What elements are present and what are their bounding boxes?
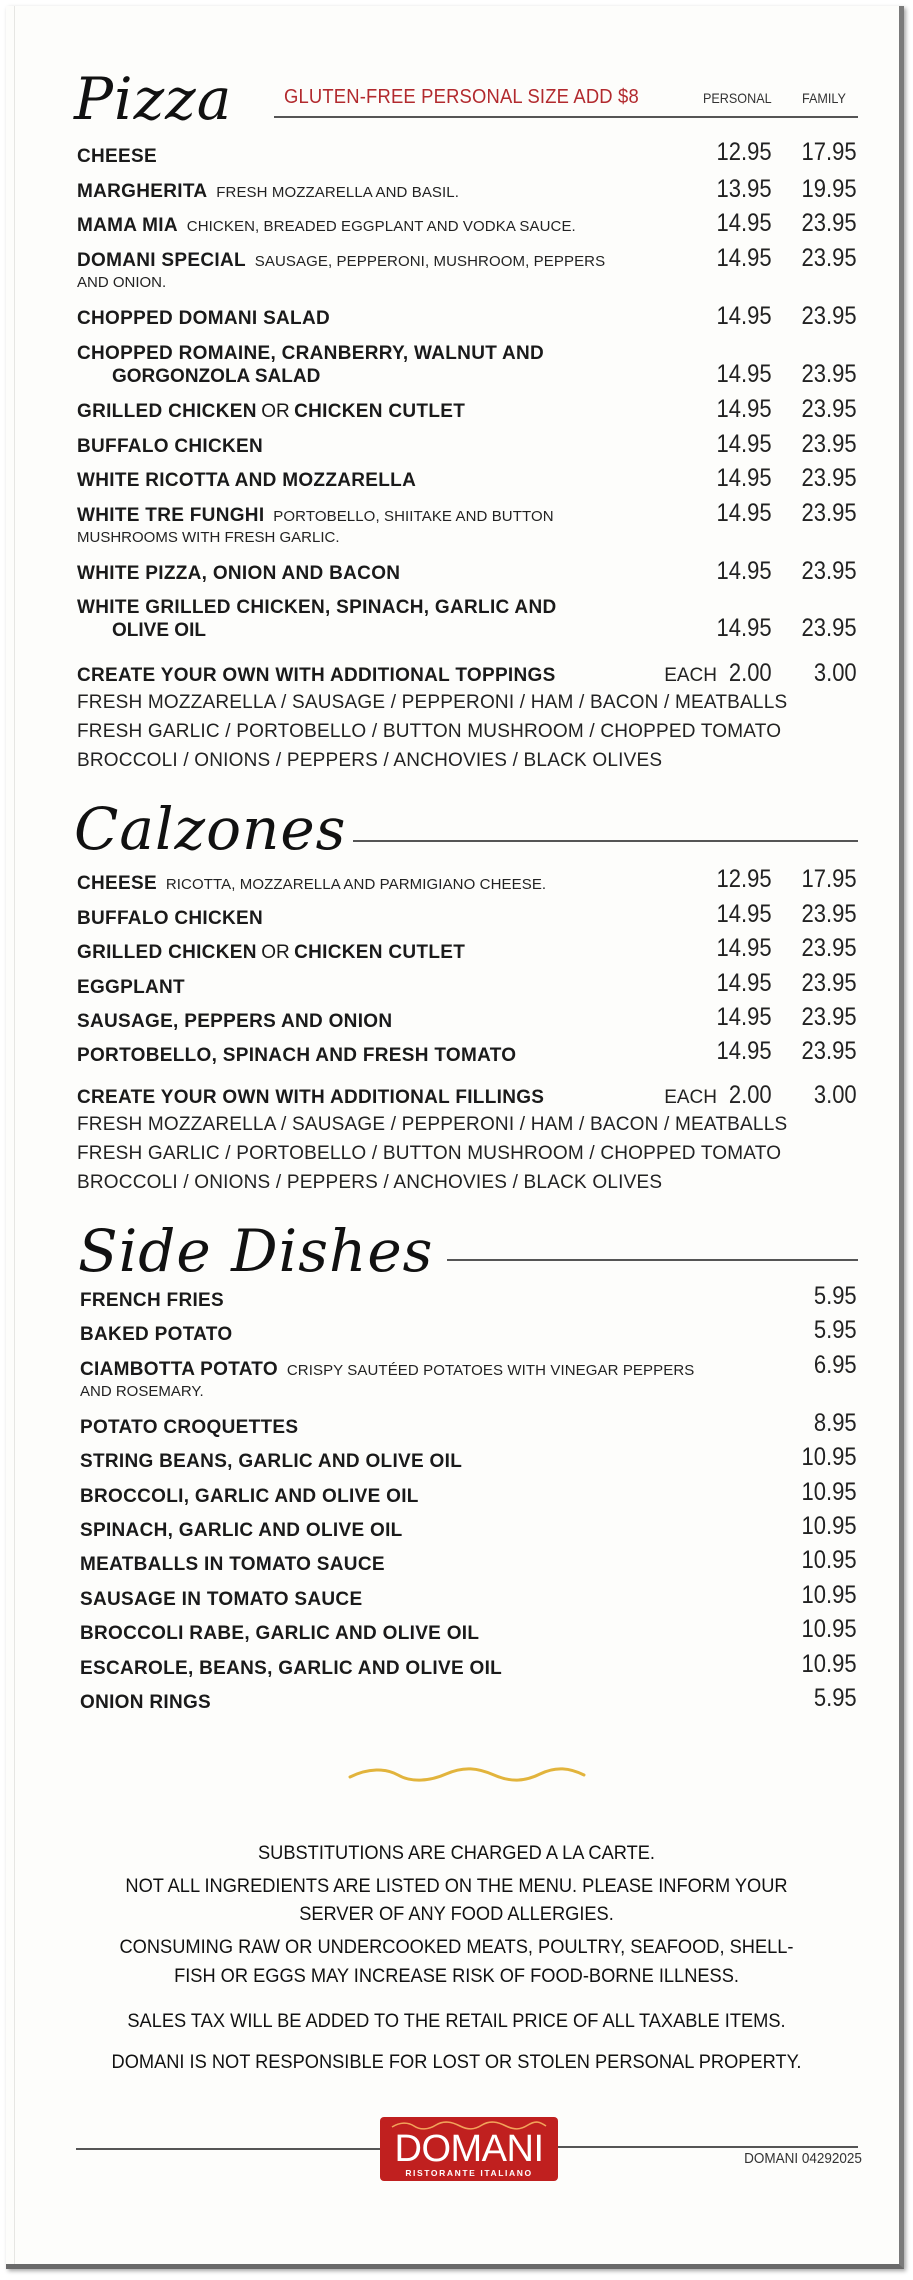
- menu-item: [77, 138, 857, 168]
- side-item: [80, 1351, 857, 1400]
- page-edge: [14, 6, 15, 2264]
- menu-item: [77, 1003, 857, 1033]
- create-label: CREATE YOUR OWN WITH ADDITIONAL TOPPINGS: [77, 665, 556, 686]
- item-name: ESCAROLE, BEANS, GARLIC AND OLIVE OIL: [80, 1658, 503, 1679]
- price-family: 3.00: [814, 659, 857, 687]
- item-name: BROCCOLI, GARLIC AND OLIVE OIL: [80, 1486, 419, 1507]
- each-label: EACH: [664, 665, 717, 686]
- menu-item: [77, 343, 857, 388]
- item-price: 10.95: [801, 1615, 857, 1643]
- side-item: [80, 1478, 857, 1508]
- menu-item: [77, 302, 857, 330]
- item-description: PORTOBELLO, SHIITAKE AND BUTTON: [273, 508, 554, 525]
- price-family: 17.95: [801, 138, 857, 166]
- item-name: EGGPLANT: [77, 977, 185, 998]
- wave-divider-icon: [348, 1766, 586, 1784]
- price-personal: 14.95: [716, 969, 772, 997]
- price-family: 3.00: [814, 1081, 857, 1109]
- item-description: CHICKEN, BREADED EGGPLANT AND VODKA SAUCE.: [186, 218, 576, 235]
- item-name: POTATO CROQUETTES: [80, 1417, 299, 1438]
- side-dishes-header-rule: [447, 1259, 858, 1261]
- item-name: GRILLED CHICKEN: [77, 401, 257, 422]
- item-name: CHOPPED ROMAINE, CRANBERRY, WALNUT AND: [77, 343, 545, 364]
- item-name: WHITE GRILLED CHICKEN, SPINACH, GARLIC AND: [77, 597, 557, 618]
- calzones-header-rule: [353, 840, 858, 842]
- item-name-alt: CHICKEN CUTLET: [294, 942, 466, 963]
- item-name: WHITE PIZZA, ONION AND BACON: [77, 563, 401, 584]
- item-or: OR: [261, 942, 290, 963]
- price-personal: 2.00: [729, 1081, 772, 1109]
- each-label: EACH: [664, 1087, 717, 1108]
- item-name: GRILLED CHICKEN: [77, 942, 257, 963]
- item-name: PORTOBELLO, SPINACH AND FRESH TOMATO: [77, 1045, 517, 1066]
- fillings-line: FRESH GARLIC / PORTOBELLO / BUTTON MUSHROOM / CHOPPED TOMATO: [77, 1143, 782, 1164]
- menu-item: [77, 934, 857, 964]
- item-description: SAUSAGE, PEPPERONI, MUSHROOM, PEPPERS: [254, 253, 606, 270]
- price-family: 23.95: [801, 934, 857, 962]
- item-description-cont: MUSHROOMS WITH FRESH GARLIC.: [77, 529, 340, 546]
- item-name: STRING BEANS, GARLIC AND OLIVE OIL: [80, 1451, 463, 1472]
- item-name-alt: CHICKEN CUTLET: [294, 401, 466, 422]
- price-family: 23.95: [801, 464, 857, 492]
- toppings-line: BROCCOLI / ONIONS / PEPPERS / ANCHOVIES / BLACK OLIVES: [77, 750, 663, 771]
- item-name: DOMANI SPECIAL: [77, 250, 246, 271]
- side-item: [80, 1443, 857, 1473]
- price-family: 17.95: [801, 865, 857, 893]
- item-price: 10.95: [801, 1512, 857, 1540]
- logo-wordmark: DOMANI: [394, 2128, 544, 2170]
- menu-item: [77, 900, 857, 930]
- price-personal: 14.95: [716, 464, 772, 492]
- side-item: [80, 1546, 857, 1576]
- side-item: [80, 1581, 857, 1611]
- side-item: [80, 1409, 857, 1439]
- item-price: 5.95: [814, 1684, 857, 1712]
- price-personal: 14.95: [716, 360, 772, 388]
- side-item: [80, 1684, 857, 1714]
- price-family: 23.95: [801, 557, 857, 585]
- item-name: SAUSAGE, PEPPERS AND ONION: [77, 1011, 393, 1032]
- item-name: BUFFALO CHICKEN: [77, 908, 264, 929]
- fillings-line: BROCCOLI / ONIONS / PEPPERS / ANCHOVIES / BLACK OLIVES: [77, 1172, 663, 1193]
- item-or: OR: [261, 401, 290, 422]
- price-personal: 12.95: [716, 865, 772, 893]
- price-family: 23.95: [801, 302, 857, 330]
- menu-item: [77, 969, 857, 999]
- price-family: 23.95: [801, 1037, 857, 1065]
- price-personal: 14.95: [716, 395, 772, 423]
- item-price: 8.95: [814, 1409, 857, 1437]
- notice-raw-food-cont: FISH OR EGGS MAY INCREASE RISK OF FOOD-BORNE ILLNESS.: [174, 1966, 739, 1987]
- item-price: 10.95: [801, 1581, 857, 1609]
- item-price: 10.95: [801, 1443, 857, 1471]
- menu-item: [77, 557, 857, 585]
- item-name: BUFFALO CHICKEN: [77, 436, 264, 457]
- price-family: 23.95: [801, 969, 857, 997]
- item-name: WHITE RICOTTA AND MOZZARELLA: [77, 470, 417, 491]
- item-price: 10.95: [801, 1650, 857, 1678]
- col-header-personal: PERSONAL: [703, 90, 772, 106]
- side-item: [80, 1615, 857, 1645]
- item-name-cont: OLIVE OIL: [112, 620, 206, 641]
- item-price: 10.95: [801, 1546, 857, 1574]
- item-price: 5.95: [814, 1316, 857, 1344]
- pizza-header-rule: [274, 116, 858, 118]
- notice-property: DOMANI IS NOT RESPONSIBLE FOR LOST OR STOLEN PERSONAL PROPERTY.: [111, 2052, 802, 2073]
- item-description: RICOTTA, MOZZARELLA AND PARMIGIANO CHEESE.: [165, 876, 547, 893]
- menu-item: [77, 464, 857, 492]
- pizza-section-title: Pizza: [74, 65, 233, 133]
- item-price: 10.95: [801, 1478, 857, 1506]
- menu-item: [77, 1037, 857, 1067]
- price-family: 23.95: [801, 209, 857, 237]
- menu-item: [77, 175, 857, 203]
- item-description-cont: AND ROSEMARY.: [80, 1383, 204, 1400]
- price-personal: 14.95: [716, 1003, 772, 1031]
- notice-substitutions: SUBSTITUTIONS ARE CHARGED A LA CARTE.: [258, 1843, 655, 1864]
- item-price: 5.95: [814, 1282, 857, 1310]
- menu-item: [77, 865, 857, 895]
- price-family: 23.95: [801, 614, 857, 642]
- menu-item: [77, 395, 857, 423]
- item-description: FRESH MOZZARELLA AND BASIL.: [216, 184, 460, 201]
- notice-ingredients: NOT ALL INGREDIENTS ARE LISTED ON THE MENU. PLEASE INFORM YOUR: [125, 1876, 788, 1897]
- price-personal: 14.95: [716, 900, 772, 928]
- item-name: MARGHERITA: [77, 181, 208, 202]
- menu-item: [77, 209, 857, 237]
- logo-subtitle: RISTORANTE ITALIANO: [405, 2168, 533, 2178]
- create-label: CREATE YOUR OWN WITH ADDITIONAL FILLINGS: [77, 1087, 545, 1108]
- item-description-cont: AND ONION.: [77, 274, 167, 291]
- item-name: ONION RINGS: [80, 1692, 212, 1713]
- toppings-line: FRESH GARLIC / PORTOBELLO / BUTTON MUSHROOM / CHOPPED TOMATO: [77, 721, 782, 742]
- price-personal: 12.95: [716, 138, 772, 166]
- item-description: CRISPY SAUTÉED POTATOES WITH VINEGAR PEPPERS: [286, 1362, 695, 1379]
- footer-rule-right: [558, 2146, 858, 2148]
- item-name: CIAMBOTTA POTATO: [80, 1359, 278, 1380]
- side-item: [80, 1512, 857, 1542]
- price-personal: 14.95: [716, 614, 772, 642]
- item-name: BROCCOLI RABE, GARLIC AND OLIVE OIL: [80, 1623, 480, 1644]
- side-item: [80, 1316, 857, 1346]
- price-family: 23.95: [801, 499, 857, 527]
- price-personal: 14.95: [716, 302, 772, 330]
- toppings-line: FRESH MOZZARELLA / SAUSAGE / PEPPERONI / HAM / BACON / MEATBALLS: [77, 692, 788, 713]
- price-personal: 14.95: [716, 557, 772, 585]
- price-personal: 13.95: [716, 175, 772, 203]
- price-personal: 2.00: [729, 659, 772, 687]
- price-family: 23.95: [801, 360, 857, 388]
- notice-ingredients-cont: SERVER OF ANY FOOD ALLERGIES.: [299, 1904, 614, 1925]
- price-personal: 14.95: [716, 430, 772, 458]
- gluten-free-note: GLUTEN-FREE PERSONAL SIZE ADD $8: [284, 86, 639, 108]
- side-item: [80, 1282, 857, 1312]
- item-name: SAUSAGE IN TOMATO SAUCE: [80, 1589, 363, 1610]
- price-personal: 14.95: [716, 244, 772, 272]
- item-name: CHOPPED DOMANI SALAD: [77, 308, 331, 329]
- item-name: WHITE TRE FUNGHI: [77, 505, 265, 526]
- price-family: 23.95: [801, 430, 857, 458]
- fillings-line: FRESH MOZZARELLA / SAUSAGE / PEPPERONI / HAM / BACON / MEATBALLS: [77, 1114, 788, 1135]
- item-name: CHEESE: [77, 873, 157, 894]
- menu-item: [77, 597, 857, 642]
- col-header-family: FAMILY: [802, 90, 846, 106]
- item-name: MEATBALLS IN TOMATO SAUCE: [80, 1554, 385, 1575]
- item-name: FRENCH FRIES: [80, 1290, 224, 1311]
- menu-item: [77, 430, 857, 458]
- side-dishes-section-title: Side Dishes: [78, 1217, 434, 1285]
- notice-raw-food: CONSUMING RAW OR UNDERCOOKED MEATS, POULTRY, SEAFOOD, SHELL-: [119, 1937, 794, 1958]
- item-name: BAKED POTATO: [80, 1324, 233, 1345]
- side-item: [80, 1650, 857, 1680]
- menu-item: [77, 499, 857, 546]
- menu-item: [77, 244, 857, 291]
- price-personal: 14.95: [716, 499, 772, 527]
- price-personal: 14.95: [716, 1037, 772, 1065]
- create-your-own-fillings: [77, 1081, 857, 1109]
- domani-logo: [380, 2117, 558, 2181]
- menu-code: DOMANI 04292025: [744, 2150, 862, 2167]
- item-price: 6.95: [814, 1351, 857, 1379]
- price-personal: 14.95: [716, 934, 772, 962]
- calzones-section-title: Calzones: [74, 795, 347, 863]
- notice-sales-tax: SALES TAX WILL BE ADDED TO THE RETAIL PRICE OF ALL TAXABLE ITEMS.: [127, 2011, 786, 2032]
- price-family: 23.95: [801, 1003, 857, 1031]
- item-name: MAMA MIA: [77, 215, 178, 236]
- price-family: 23.95: [801, 900, 857, 928]
- footer-rule-left: [76, 2148, 381, 2150]
- create-your-own-toppings: [77, 659, 857, 687]
- item-name: SPINACH, GARLIC AND OLIVE OIL: [80, 1520, 403, 1541]
- price-personal: 14.95: [716, 209, 772, 237]
- price-family: 23.95: [801, 395, 857, 423]
- item-name: CHEESE: [77, 146, 157, 167]
- price-family: 19.95: [801, 175, 857, 203]
- item-name-cont: GORGONZOLA SALAD: [112, 366, 321, 387]
- price-family: 23.95: [801, 244, 857, 272]
